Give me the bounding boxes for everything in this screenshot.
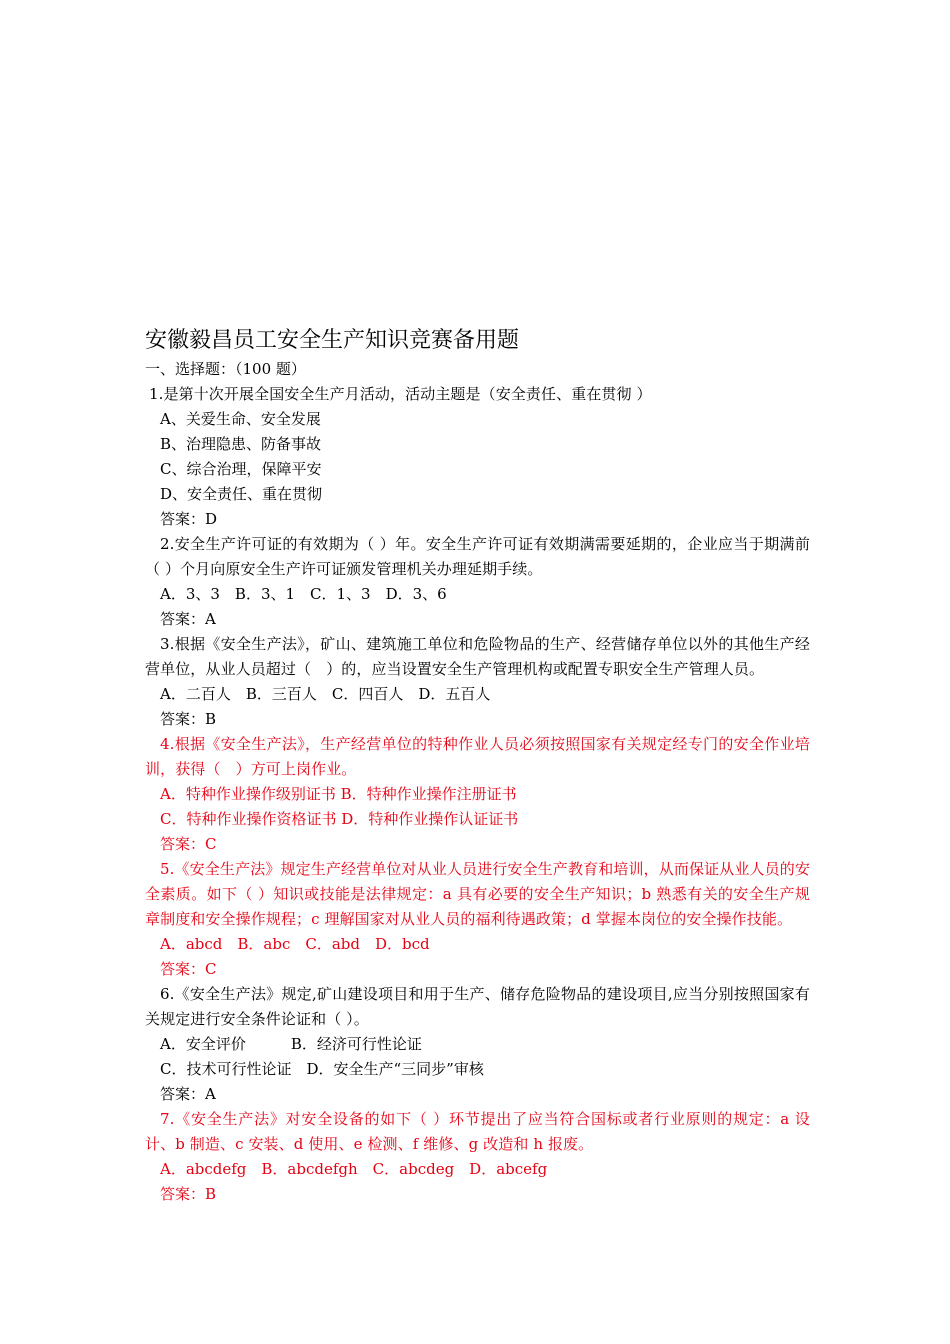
question-text: 2.安全生产许可证的有效期为（ ）年。安全生产许可证有效期满需要延期的，企业应当于期满前（ ）个月向原安全生产许可证颁发管理机关办理延期手续。 (145, 535, 810, 578)
question-text: 7.《安全生产法》对安全设备的如下（ ）环节提出了应当符合国标或者行业原则的规定：a 设计、b 制造、c 安装、d 使用、e 检测、f 维修、g 改造和 h 报废。 (145, 1110, 810, 1153)
question-1 (145, 382, 810, 532)
question-text: 4.根据《安全生产法》，生产经营单位的特种作业人员必须按照国家有关规定经专门的安全作业培训，获得（ ）方可上岗作业。 (145, 735, 810, 778)
question-3 (145, 632, 810, 732)
question-text: 6.《安全生产法》规定,矿山建设项目和用于生产、储存危险物品的建设项目,应当分别按照国家有关规定进行安全条件论证和（ ）。 (145, 985, 810, 1028)
answer-key: 答案：A (160, 1085, 216, 1103)
answer-option: A．abcdefg B．abcdefgh C．abcdeg D．abcefg (160, 1160, 548, 1178)
answer-option: C．技术可行性论证 D．安全生产“三同步”审核 (160, 1060, 484, 1078)
section-heading: 一、选择题：（100 题） (145, 360, 306, 378)
answer-option: D、安全责任、重在贯彻 (160, 485, 323, 503)
answer-option: C、综合治理，保障平安 (160, 460, 322, 478)
answer-option: A．3、3 B．3、1 C．1、3 D．3、6 (160, 585, 447, 603)
question-5 (145, 857, 810, 982)
question-2 (145, 532, 810, 632)
answer-key: 答案：A (160, 610, 216, 628)
question-text: 1.是第十次开展全国安全生产月活动，活动主题是（安全责任、重在贯彻 ） (149, 385, 652, 403)
question-text: 5.《安全生产法》规定生产经营单位对从业人员进行安全生产教育和培训，从而保证从业人员的安全素质。如下（ ）知识或技能是法律规定：a 具有必要的安全生产知识；b 熟悉有关的安全生产规章制度和安全操作规程；c 理解国家对从业人员的福利待遇政策；d 掌握本岗位的安全操作技能。 (145, 860, 810, 928)
answer-key: 答案：C (160, 960, 217, 978)
answer-option: A．特种作业操作级别证书 B．特种作业操作注册证书 (160, 785, 517, 803)
document-title: 安徽毅昌员工安全生产知识竞赛备用题 (145, 328, 520, 353)
answer-option: A．二百人 B．三百人 C．四百人 D．五百人 (160, 685, 491, 703)
question-7 (145, 1107, 810, 1207)
question-text: 3.根据《安全生产法》，矿山、建筑施工单位和危险物品的生产、经营储存单位以外的其他生产经营单位，从业人员超过（ ）的，应当设置安全生产管理机构或配置专职安全生产管理人员。 (145, 635, 810, 678)
answer-option: B、治理隐患、防备事故 (160, 435, 322, 453)
answer-option: A、关爱生命、安全发展 (160, 410, 321, 428)
answer-key: 答案：D (160, 510, 218, 528)
answer-key: 答案：B (160, 710, 217, 728)
document-page (145, 325, 810, 1207)
question-4 (145, 732, 810, 857)
answer-key: 答案：B (160, 1185, 217, 1203)
answer-option: A．安全评价 B．经济可行性论证 (160, 1035, 422, 1053)
answer-option: C．特种作业操作资格证书 D．特种作业操作认证证书 (160, 810, 519, 828)
question-list (145, 382, 810, 1207)
question-6 (145, 982, 810, 1107)
answer-option: A．abcd B．abc C．abd D．bcd (160, 935, 430, 953)
answer-key: 答案：C (160, 835, 217, 853)
